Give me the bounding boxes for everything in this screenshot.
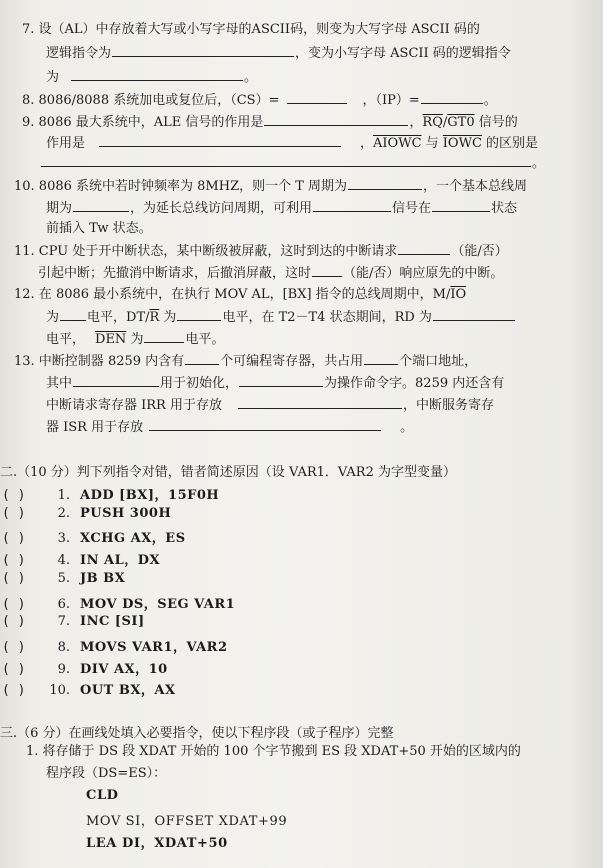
item-number: 1.	[57, 488, 70, 503]
answer-blank[interactable]	[313, 200, 391, 212]
instruction-text: MOV DS，SEG VAR1	[80, 596, 236, 612]
answer-paren[interactable]: ( )	[2, 661, 26, 677]
q12-line3: 电平， $\overline{DEN}$ 为 电平。	[46, 332, 225, 347]
tf-item	[2, 571, 125, 586]
section-2-title: 二.（10 分）判下列指令对错，错者简述原因（设 VAR1．VAR2 为字型变量）	[0, 465, 456, 480]
instruction-text: OUT BX，AX	[80, 683, 176, 699]
answer-blank[interactable]	[112, 45, 294, 57]
instruction-text: IN AL，DX	[80, 553, 161, 569]
q12-line2: 为 电平，$DT/\overline{R}$ 为 电平，在 T2－T4 状态期间，RD 为	[46, 309, 516, 326]
item-number: 8.	[57, 639, 70, 655]
q13-line1: 13. 中断控制器 8259 内含有 个可编程寄存器，共占用 个端口地址，	[14, 354, 478, 369]
item-number: 10.	[49, 683, 70, 699]
item-number: 4.	[57, 553, 70, 569]
answer-blank[interactable]	[264, 114, 408, 126]
q7-line1: 7. 设（AL）中存放着大写或小写字母的ASCII码，则变为大写字母 ASCII 码的	[22, 22, 480, 37]
q10-line1: 10. 8086 系统中若时钟频率为 8MHZ，则一个 T 周期为 ，一个基本总线周	[14, 179, 528, 194]
q7-line3: 为 。	[46, 70, 258, 85]
answer-blank[interactable]	[41, 155, 531, 167]
instruction-text: INC [SI]	[80, 614, 145, 630]
q13-line4: 器 ISR 用于存放 。	[46, 420, 414, 435]
tf-item	[2, 636, 228, 655]
answer-paren[interactable]: ( )	[2, 531, 26, 547]
item-number: 5.	[57, 570, 70, 586]
answer-blank[interactable]	[421, 92, 483, 104]
tf-item	[2, 527, 186, 546]
answer-blank[interactable]	[348, 178, 422, 190]
item-number: 7.	[57, 614, 70, 630]
instruction-text: PUSH 300H	[80, 505, 172, 521]
s3-q1-line1: 1. 将存储于 DS 段 XDAT 开始的 100 个字节搬到 ES 段 XDAT+50 开始的区域内的	[26, 744, 521, 759]
q11-line1: 11. CPU 处于开中断状态，某中断级被屏蔽，这时到达的中断请求 （能/否）	[14, 244, 508, 259]
q10-line2: 期为 ，为延长总线访问周期，可利用 信号在 状态	[46, 201, 518, 216]
tf-item	[2, 679, 176, 698]
answer-blank[interactable]	[73, 375, 159, 387]
answer-blank[interactable]	[398, 243, 450, 255]
q8-line: 8. 8086/8088 系统加电或复位后，（CS）= ，（IP）= 。	[22, 93, 497, 108]
instruction-text: DIV AX，10	[80, 661, 168, 677]
item-number: 6.	[57, 596, 70, 612]
item-number: 3.	[57, 531, 70, 547]
answer-blank[interactable]	[238, 397, 402, 409]
answer-blank[interactable]	[364, 353, 398, 365]
instruction-text: XCHG AX，ES	[80, 531, 186, 547]
q10-line3: 前插入 Tw 状态。	[46, 221, 152, 236]
answer-paren[interactable]: ( )	[2, 553, 26, 569]
answer-blank[interactable]	[312, 265, 342, 277]
q13-line2: 其中 用于初始化， 为操作命令字。8259 内还含有	[46, 376, 505, 391]
q9-line2: 作用是 ，AIOWC 与 IOWC 的区别是	[46, 136, 539, 151]
answer-blank[interactable]	[432, 200, 490, 212]
code-line: CLD	[86, 788, 119, 803]
q12-line1: 12. 在 8086 最小系统中，在执行 MOV AL，[BX] 指令的总线周期中，$M/\overline{IO}$	[14, 287, 467, 302]
q11-line2: 引起中断；先撤消中断请求，后撤消屏蔽，这时 （能/否）响应原先的中断。	[38, 266, 504, 281]
answer-paren[interactable]: ( )	[2, 596, 26, 612]
answer-blank[interactable]	[149, 419, 381, 431]
s3-q1-line2: 程序段（DS=ES）：	[46, 766, 167, 781]
code-line: LEA DI，XDAT+50	[86, 836, 228, 851]
section-3-title: 三.（6 分）在画线处填入必要指令，使以下程序段（或子程序）完整	[0, 726, 394, 741]
answer-blank[interactable]	[144, 331, 184, 343]
tf-item	[2, 549, 160, 568]
tf-item	[2, 658, 168, 677]
instruction-text: ADD [BX]，15F0H	[80, 488, 220, 503]
answer-blank[interactable]	[99, 135, 341, 147]
answer-blank[interactable]	[73, 200, 129, 212]
answer-blank[interactable]	[71, 69, 243, 81]
answer-blank[interactable]	[177, 309, 221, 321]
tf-item	[2, 484, 219, 503]
item-number: 9.	[57, 661, 70, 677]
tf-item	[2, 593, 235, 612]
answer-blank[interactable]	[433, 309, 515, 321]
answer-paren[interactable]: ( )	[2, 488, 26, 503]
q9-line3: 。	[40, 155, 545, 172]
answer-paren[interactable]: ( )	[2, 683, 26, 699]
q7-line2: 逻辑指令为 ，变为小写字母 ASCII 码的逻辑指令	[46, 46, 511, 61]
answer-blank[interactable]	[185, 353, 219, 365]
q13-line3: 中断请求寄存器 IRR 用于存放 ，中断服务寄存	[46, 398, 494, 413]
q9-line1: 9. 8086 最大系统中，ALE 信号的作用是 ，$\overline{RQ}/GT0$ 信号的	[22, 115, 518, 130]
answer-paren[interactable]: ( )	[2, 614, 26, 630]
answer-blank[interactable]	[287, 92, 347, 104]
item-number: 2.	[57, 505, 70, 521]
tf-item	[2, 614, 145, 629]
answer-blank[interactable]	[60, 309, 86, 321]
instruction-text: MOVS VAR1，VAR2	[80, 639, 228, 655]
answer-blank[interactable]	[239, 375, 323, 387]
code-line: MOV SI，OFFSET XDAT+99	[86, 814, 288, 829]
answer-paren[interactable]: ( )	[2, 570, 26, 586]
instruction-text: JB BX	[80, 570, 126, 586]
answer-paren[interactable]: ( )	[2, 639, 26, 655]
answer-paren[interactable]: ( )	[2, 505, 26, 521]
tf-item	[2, 506, 171, 521]
